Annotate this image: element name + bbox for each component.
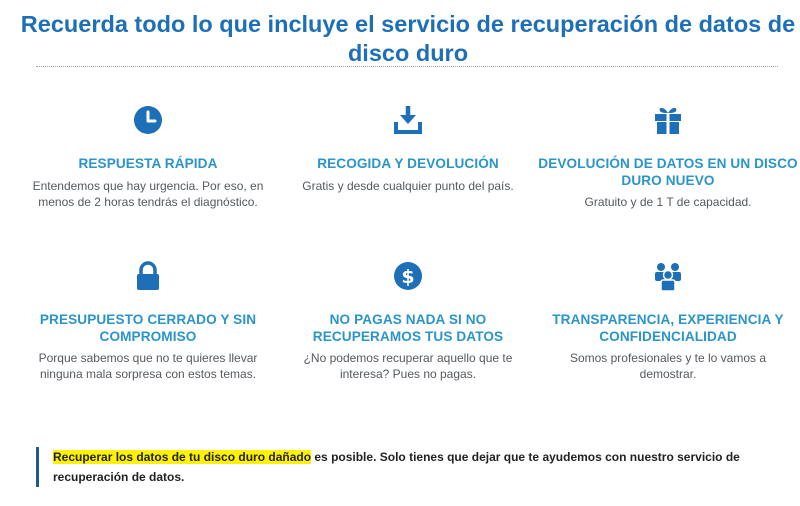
- feature-description: Gratis y desde cualquier punto del país.: [302, 179, 514, 193]
- page-title: Recuerda todo lo que incluye el servicio de recuperación de datos de disco duro: [20, 11, 796, 66]
- feature-description: Gratuito y de 1 T de capacidad.: [584, 195, 752, 209]
- lock-icon: [132, 260, 164, 292]
- feature-title: RESPUESTA RÁPIDA: [78, 156, 218, 171]
- callout-text: es posible. Solo tienes que dejar que te ayudemos con nuestro servicio de recuperación de datos.: [53, 450, 740, 484]
- download-icon: [392, 104, 424, 136]
- feature-no-pay: [278, 260, 538, 400]
- feature-transparency: [538, 260, 798, 400]
- feature-closed-budget: [18, 260, 278, 400]
- gift-icon: [652, 104, 684, 136]
- feature-title: NO PAGAS NADA SI NO RECUPERAMOS TUS DATOS: [312, 312, 504, 344]
- recovery-callout: [36, 447, 784, 487]
- users-icon: [652, 260, 684, 292]
- feature-title: PRESUPUESTO CERRADO Y SIN COMPROMISO: [39, 312, 257, 344]
- feature-description: ¿No podemos recuperar aquello que te interesa? Pues no pagas.: [303, 351, 513, 381]
- feature-title: TRANSPARENCIA, EXPERIENCIA Y CONFIDENCIALIDAD: [552, 312, 784, 344]
- feature-description: Entendemos que hay urgencia. Por eso, en menos de 2 horas tendrás el diagnóstico.: [32, 179, 264, 209]
- feature-title: RECOGIDA Y DEVOLUCIÓN: [317, 156, 499, 171]
- dollar-icon: [392, 260, 424, 292]
- feature-pickup-return: [278, 104, 538, 234]
- title-divider: [36, 66, 778, 67]
- feature-description: Somos profesionales y te lo vamos a demostrar.: [569, 351, 767, 381]
- highlighted-text: Recuperar los datos de tu disco duro dañado: [53, 450, 312, 464]
- clock-icon: [132, 104, 164, 136]
- feature-title: DEVOLUCIÓN DE DATOS EN UN DISCO DURO NUEVO: [538, 156, 798, 188]
- svg-text:$: $: [401, 266, 415, 288]
- feature-fast-response: [18, 104, 278, 234]
- feature-description: Porque sabemos que no te quieres llevar ninguna mala sorpresa con estos temas.: [38, 351, 258, 381]
- feature-new-disk: [538, 104, 798, 234]
